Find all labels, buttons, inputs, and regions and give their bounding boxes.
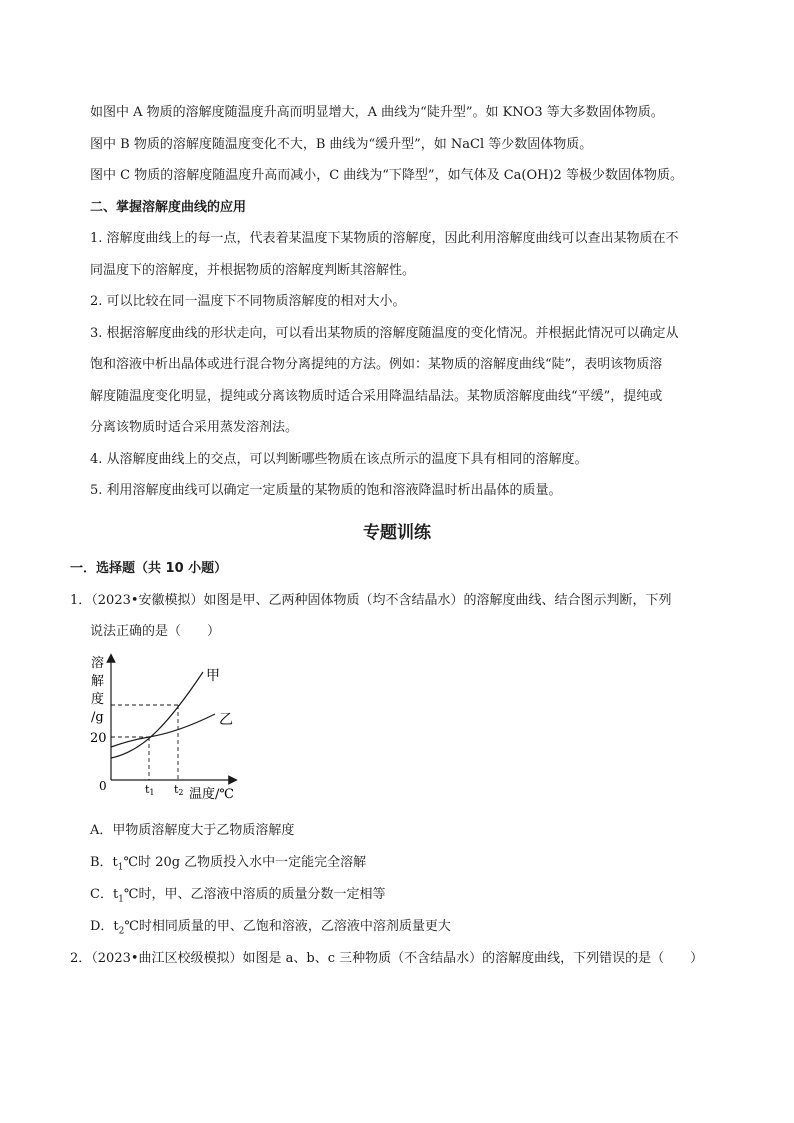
question-1-stem-line-2: 说法正确的是（ ） [90, 624, 221, 639]
option-a[interactable]: A．甲物质溶解度大于乙物质溶解度 [90, 823, 295, 838]
point-2: 2. 可以比较在同一温度下不同物质溶解度的相对大小。 [90, 294, 406, 309]
question-1-stem-line-1: 1．（2023•安徽模拟）如图是甲、乙两种固体物质（均不含结晶水）的溶解度曲线、结合图示判断，下列 [70, 593, 672, 608]
question-2-stem: 2．（2023•曲江区校级模拟）如图是 a、b、c 三种物质（不含结晶水）的溶解度曲线，下列错误的是（ ） [70, 951, 704, 966]
section-heading: 二、掌握溶解度曲线的应用 [90, 200, 247, 215]
option-d-sub: 2 [118, 926, 125, 937]
curve-yi-label: 乙 [219, 712, 233, 728]
page-title: 专题训练 [363, 523, 431, 543]
intro-line-2: 图中 B 物质的溶解度随温度变化不大，B 曲线为“缓升型”，如 NaCl 等少数固体物质。 [90, 137, 593, 152]
option-d[interactable] [90, 918, 451, 941]
t1-label: t1 [145, 783, 155, 797]
origin-label: 0 [99, 779, 107, 793]
point-1-line-2: 同温度下的溶解度，并根据物质的溶解度判断其溶解性。 [90, 263, 416, 278]
option-c-prefix: C．t [90, 887, 119, 902]
x-axis-label: 温度/℃ [189, 787, 234, 800]
option-d-text: ℃时相同质量的甲、乙饱和溶液，乙溶液中溶剂质量更大 [124, 919, 451, 934]
curve-jia [111, 672, 203, 758]
option-b-text: ℃时 20g 乙物质投入水中一定能完全溶解 [123, 855, 367, 870]
y-tick-20: 20 [90, 731, 107, 746]
curve-jia-label: 甲 [206, 668, 220, 684]
point-5: 5. 利用溶解度曲线可以确定一定质量的某物质的饱和溶液降温时析出晶体的质量。 [90, 483, 562, 498]
y-label-4: /g [91, 710, 104, 725]
part-heading: 一．选择题（共 10 小题） [70, 561, 228, 576]
y-label-2: 解 [91, 674, 105, 689]
option-b-prefix: B．t [90, 855, 118, 870]
y-label-3: 度 [91, 692, 105, 707]
y-label-1: 溶 [91, 656, 105, 671]
intro-line-1: 如图中 A 物质的溶解度随温度升高而明显增大，A 曲线为“陡升型”。如 KNO3 等大多数固体物质。 [90, 105, 664, 120]
point-3-line-4: 分离该物质时适合采用蒸发溶剂法。 [90, 420, 299, 435]
option-b-sub: 1 [117, 862, 124, 873]
solubility-chart [85, 650, 255, 800]
point-1-line-1: 1. 溶解度曲线上的每一点，代表着某温度下某物质的溶解度，因此利用溶解度曲线可以查出某物质在不 [90, 231, 679, 246]
point-3-line-3: 解度随温度变化明显，提纯或分离该物质时适合采用降温结晶法。某物质溶解度曲线“平缓”，提纯或 [90, 389, 663, 404]
point-3-line-1: 3. 根据溶解度曲线的形状走向，可以看出某物质的溶解度随温度的变化情况。并根据此情况可以确定从 [90, 326, 679, 341]
option-c-sub: 1 [118, 894, 124, 905]
curve-yi [111, 714, 215, 747]
t2-label: t2 [174, 783, 184, 797]
intro-line-3: 图中 C 物质的溶解度随温度升高而减小，C 曲线为“下降型”，如气体及 Ca(OH)2 等极少数固体物质。 [90, 168, 683, 183]
option-b[interactable] [90, 854, 366, 877]
option-c[interactable] [90, 886, 385, 909]
option-d-prefix: D．t [90, 919, 119, 934]
option-c-text: ℃时，甲、乙溶液中溶质的质量分数一定相等 [123, 887, 386, 902]
point-4: 4. 从溶解度曲线上的交点，可以判断哪些物质在该点所示的温度下具有相同的溶解度。 [90, 452, 588, 467]
point-3-line-2: 饱和溶液中析出晶体或进行混合物分离提纯的方法。例如：某物质的溶解度曲线“陡”，表明该物质溶 [90, 357, 663, 372]
